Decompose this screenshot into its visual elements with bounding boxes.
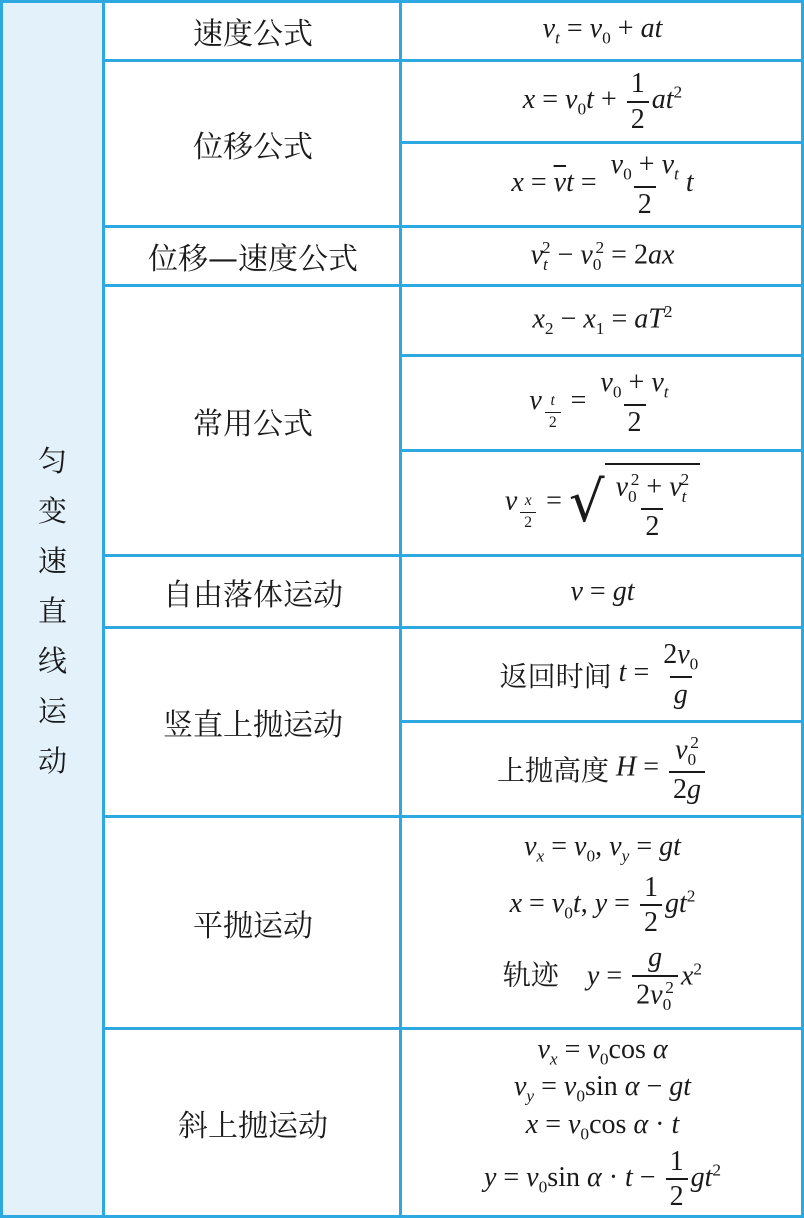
free-fall-label: 自由落体运动 [163,577,343,613]
oblique-throw-formulas: $v_x = v_0\cos$ α $v_y = v_0\sin$ α − gt $x = v_0\cos$ α · t $y = v_0\sin$ α · t − $\frac{1}{2}$ $gt^2$ [483,1033,722,1212]
max-height-label: 上抛高度 [496,754,609,787]
common-formula-3: v $_{\frac{x}{2}}$ = √ $\frac{v_0^2 + v_t^2}{2}$ [401,452,804,554]
displacement-formula-1: $x = v_0t$ + $\frac{1}{2}$ $at^2$ [522,68,683,135]
free-fall-formula: v = gt [570,575,635,607]
displacement-formula-label: 位移公式 [193,129,313,165]
category-char: 速 [37,544,67,578]
speed-formula-label: 速度公式 [193,17,313,52]
common-formula-2: v $_{\frac{t}{2}}$ = $\frac{v_0 + v_t}{2}$ [529,367,669,439]
common-formula-1: $x_2 - x_1 = aT^2$ [532,302,673,338]
category-char: 变 [37,494,67,528]
category-char: 匀 [37,444,67,478]
displacement-velocity-formula: $v_t^2 - v_0^2 = 2ax$ [530,237,675,274]
max-height-formula: 上抛高度 H = $\frac{v_0^2}{2g}$ [401,723,804,815]
speed-formula: $v_t = v_0$ + at [542,13,663,48]
projectile-formulas: $v_x = v_0$, $v_y$ = gt $x = v_0t$, y = $\frac{1}{2}$ $gt^2$ 轨迹 y = $\frac{g}{2v_0^2}$ $x^2$ [502,831,703,1014]
vertical-throw-label: 竖直上抛运动 [163,708,343,743]
displacement-velocity-label: 位移—速度公式 [148,242,358,277]
category-title [0,436,105,786]
trajectory-label: 轨迹 [502,959,559,993]
oblique-throw-label: 斜上抛运动 [178,1108,328,1144]
category-char: 直 [37,594,67,628]
category-char: 动 [37,744,67,778]
return-time-formula: 返回时间 t = $\frac{2v_0}{g}$ [499,638,699,710]
return-time-label: 返回时间 [499,659,612,693]
projectile-label: 平抛运动 [193,908,313,944]
category-char: 线 [37,644,67,678]
common-formula-label: 常用公式 [193,406,313,442]
displacement-formula-2: $x = \overline{v}t$ = $\frac{v_0 + v_t}{2}$ t [511,148,694,220]
category-char: 运 [37,694,67,728]
